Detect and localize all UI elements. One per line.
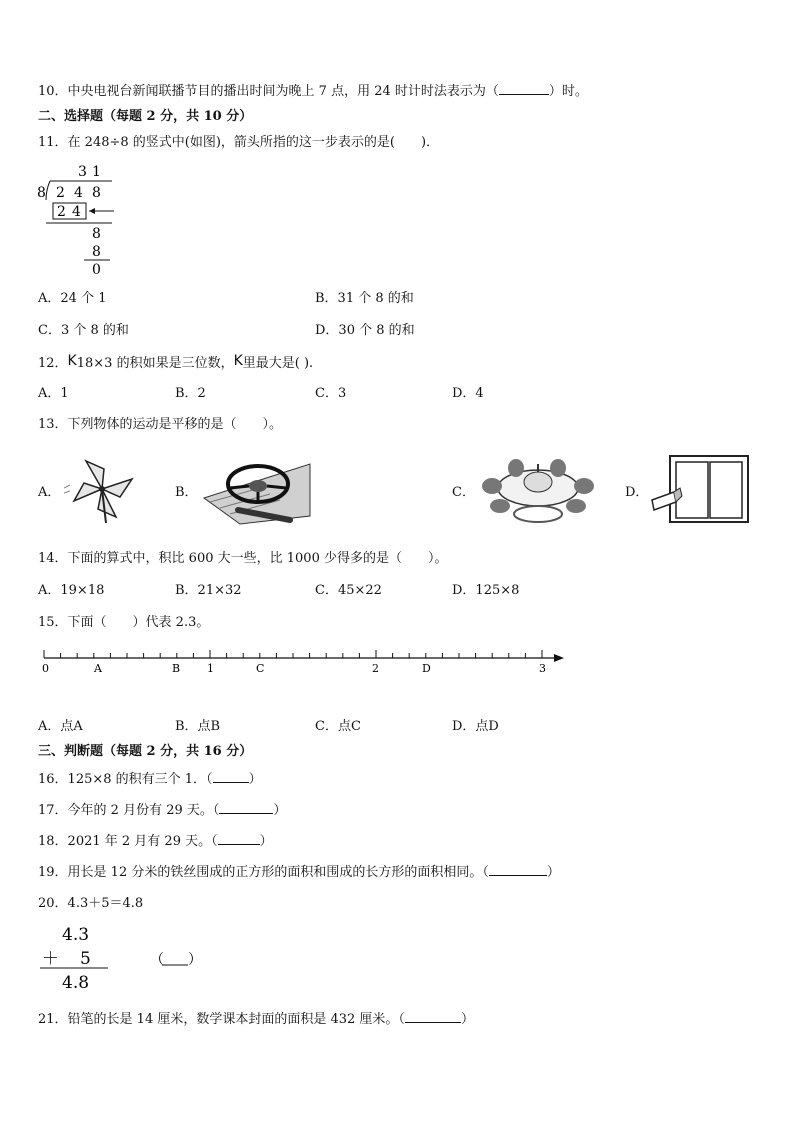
question-20: 20．4.3＋5＝4.8 (38, 896, 144, 911)
question-17: 17．今年的 2 月份有 29 天。（ ） (38, 803, 287, 818)
k-symbol: K (233, 353, 243, 369)
answer-blank[interactable] (213, 770, 249, 783)
question-text: 10．中央电视台新闻联播节目的播出时间为晚上 7 点，用 24 时计时法表示为（ (38, 84, 499, 99)
dividend-digit: 4 (74, 185, 83, 201)
addend: 4.3 (62, 925, 90, 945)
k-symbol: K (67, 353, 77, 369)
question-text: 16．125×8 的积有三个 1．（ (38, 772, 213, 787)
answer-blank[interactable] (499, 82, 549, 95)
option-d[interactable]: D．点D (452, 719, 499, 734)
option-c[interactable]: C．45×22 (315, 583, 382, 598)
option-b[interactable]: B． (175, 485, 198, 500)
option-a[interactable]: A．1 (38, 386, 69, 401)
answer-blank[interactable] (219, 801, 273, 814)
arrow-icon (554, 654, 564, 662)
vertical-addition (38, 918, 218, 994)
divisor: 8 (37, 185, 46, 201)
question-text: 里最大是( ). (242, 356, 314, 371)
option-a[interactable]: A．24 个 1 (38, 291, 107, 306)
option-a[interactable]: A．19×18 (38, 583, 105, 598)
option-c[interactable]: C．3 个 8 的和 (38, 323, 129, 338)
svg-text:）: ） (188, 952, 202, 968)
number-line (34, 640, 574, 674)
question-13: 13．下列物体的运动是平移的是（ ）。 (38, 417, 283, 432)
quotient-digit: 1 (92, 164, 101, 180)
point-label: B (172, 662, 181, 674)
answer-blank[interactable] (218, 832, 260, 845)
step-digit: 4 (72, 204, 81, 220)
result-digit: 0 (92, 262, 101, 278)
question-text: 17．今年的 2 月份有 29 天。（ (38, 803, 220, 818)
question-text: ）时。 (548, 84, 588, 99)
option-b[interactable]: B．2 (175, 386, 206, 401)
steering-wheel-icon (200, 458, 315, 526)
question-text: 19．用长是 12 分米的铁丝围成的正方形的面积和围成的长方形的面积相同。（ (38, 865, 489, 880)
tick-label: 1 (207, 662, 214, 674)
point-label: A (94, 662, 102, 674)
section-title: 二、选择题（每题 2 分，共 10 分） (38, 109, 253, 124)
sum: 4.8 (62, 973, 90, 993)
quotient-digit: 3 (78, 164, 87, 180)
plus-sign: ＋ (42, 949, 59, 969)
option-b[interactable]: B．21×32 (175, 583, 242, 598)
question-16: 16．125×8 的积有三个 1．（ ） (38, 772, 262, 787)
point-label: C (256, 662, 265, 674)
sliding-window-icon (648, 454, 754, 526)
step-digit: 8 (92, 244, 101, 260)
option-a[interactable]: A．点A (38, 719, 83, 734)
option-c[interactable]: C．点C (315, 719, 361, 734)
pinwheel-icon (62, 455, 142, 525)
option-d[interactable]: D．125×8 (452, 583, 520, 598)
question-11: 11．在 248÷8 的竖式中(如图)，箭头所指的这一步表示的是( )． (38, 135, 440, 150)
tick-label: 0 (42, 662, 49, 674)
option-c[interactable]: C．3 (315, 386, 347, 401)
question-10 (38, 82, 588, 101)
question-19: 19．用长是 12 分米的铁丝围成的正方形的面积和围成的长方形的面积相同。（ ） (38, 865, 560, 880)
option-d[interactable]: D． (625, 485, 649, 500)
long-division-diagram (34, 160, 124, 280)
option-c[interactable]: C． (452, 485, 475, 500)
carousel-icon (478, 456, 598, 528)
dividend-digit: 2 (56, 185, 65, 201)
dividend-digit: 8 (92, 185, 101, 201)
point-label: D (422, 662, 431, 674)
question-text: 21．铅笔的长是 14 厘米，数学课本封面的面积是 432 厘米。（ (38, 1012, 405, 1027)
option-d[interactable]: D．30 个 8 的和 (315, 323, 415, 338)
answer-blank[interactable] (405, 1010, 461, 1023)
step-digit: 2 (57, 204, 66, 220)
answer-blank[interactable] (489, 863, 547, 876)
question-15: 15．下面（ ）代表 2.3。 (38, 615, 210, 630)
option-a[interactable]: A． (38, 485, 61, 500)
bring-down-digit: 8 (92, 226, 101, 242)
option-b[interactable]: B．31 个 8 的和 (315, 291, 414, 306)
option-d[interactable]: D．4 (452, 386, 484, 401)
option-b[interactable]: B．点B (175, 719, 221, 734)
question-14: 14．下面的算式中，积比 600 大一些，比 1000 少得多的是（ ）。 (38, 551, 448, 566)
question-text: 18．2021 年 2 月有 29 天。（ (38, 834, 218, 849)
section-title: 三、判断题（每题 2 分，共 16 分） (38, 744, 253, 759)
tick-label: 3 (539, 662, 546, 674)
svg-text:（: （ (150, 952, 164, 968)
question-text: 18×3 的积如果是三位数， (76, 356, 234, 371)
question-18: 18．2021 年 2 月有 29 天。（ ） (38, 834, 273, 849)
addend: 5 (80, 949, 91, 969)
question-21: 21．铅笔的长是 14 厘米，数学课本封面的面积是 432 厘米。（ ） (38, 1012, 474, 1027)
tick-label: 2 (372, 662, 379, 674)
question-number: 12． (38, 356, 68, 371)
question-12 (38, 352, 313, 373)
